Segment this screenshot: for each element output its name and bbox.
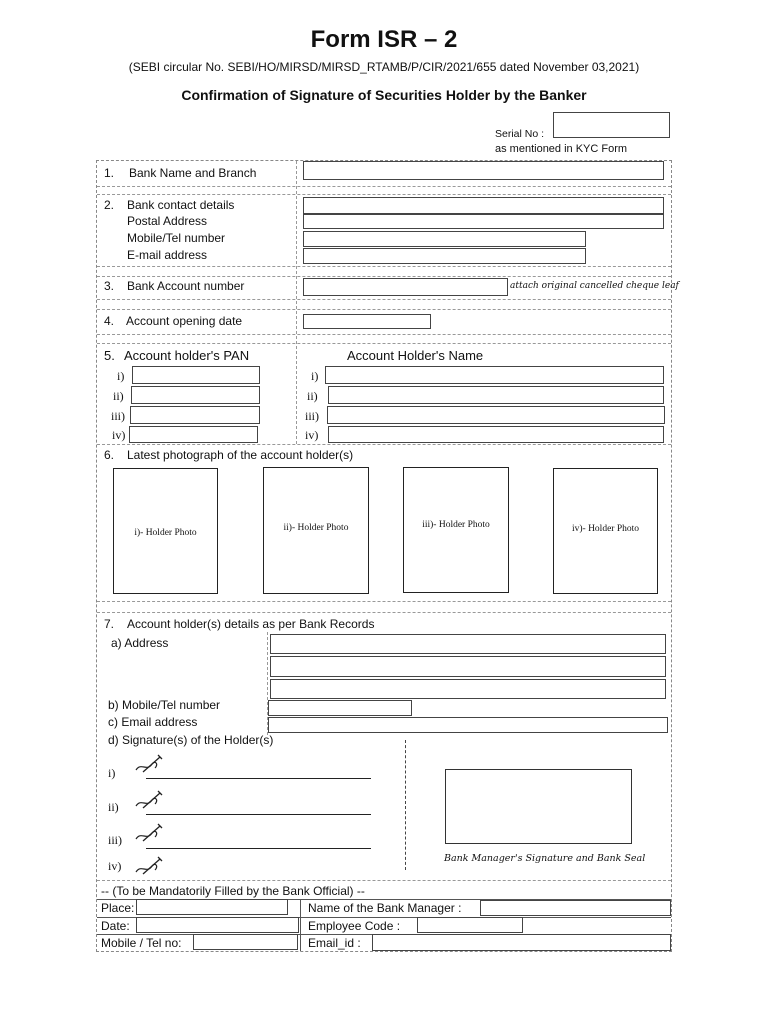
holder-email-field[interactable] bbox=[268, 717, 668, 733]
sig-roman-4: iv) bbox=[108, 859, 122, 873]
row-divider bbox=[97, 612, 671, 613]
section4-number: 4. bbox=[104, 314, 115, 328]
date-field[interactable] bbox=[136, 917, 299, 933]
section5-number: 5. bbox=[104, 348, 115, 363]
pan-roman-4: iv) bbox=[112, 428, 126, 442]
postal-address-label: Postal Address bbox=[127, 214, 208, 228]
cheque-leaf-note: attach original cancelled cheque leaf bbox=[510, 281, 679, 291]
section3-label: Bank Account number bbox=[127, 279, 245, 293]
name-roman-1: i) bbox=[311, 369, 319, 383]
employee-code-field[interactable] bbox=[417, 917, 523, 933]
official-mobile-field[interactable] bbox=[193, 934, 298, 950]
name-roman-4: iv) bbox=[305, 428, 319, 442]
holder-name-field-4[interactable] bbox=[328, 426, 664, 443]
holder-photo-box-3[interactable] bbox=[403, 467, 509, 593]
row-divider bbox=[97, 309, 671, 310]
name-roman-2: ii) bbox=[307, 389, 318, 403]
bank-email-label: E-mail address bbox=[127, 248, 208, 262]
serial-label: Serial No : bbox=[495, 128, 545, 140]
holder-name-field-3[interactable] bbox=[327, 406, 665, 424]
bank-mobile-label: Mobile/Tel number bbox=[127, 231, 226, 245]
holder-mobile-label: b) Mobile/Tel number bbox=[108, 698, 221, 712]
signature-line-2[interactable] bbox=[146, 814, 371, 815]
row-divider bbox=[97, 880, 671, 881]
pen-signature-icon bbox=[133, 788, 163, 812]
pen-signature-icon bbox=[133, 821, 163, 845]
manager-signature-label: Bank Manager's Signature and Bank Seal bbox=[444, 853, 646, 864]
pen-signature-icon bbox=[133, 854, 163, 878]
section7-label: Account holder(s) details as per Bank Records bbox=[127, 617, 375, 631]
holder-name-field-2[interactable] bbox=[328, 386, 664, 404]
form-title: Form ISR – 2 bbox=[310, 26, 458, 53]
official-email-label: Email_id : bbox=[308, 936, 361, 950]
holder-name-heading: Account Holder's Name bbox=[347, 348, 484, 363]
section2-label: Bank contact details bbox=[127, 198, 235, 212]
official-email-field[interactable] bbox=[372, 934, 671, 951]
holder-photo-label-3: iii)- Holder Photo bbox=[422, 520, 490, 530]
employee-code-label: Employee Code : bbox=[308, 919, 401, 933]
name-roman-3: iii) bbox=[305, 409, 319, 423]
row-divider bbox=[97, 194, 671, 195]
date-label: Date: bbox=[101, 919, 130, 933]
circular-reference: (SEBI circular No. SEBI/HO/MIRSD/MIRSD_RTAMB/P/CIR/2021/655 dated November 03,2021) bbox=[128, 60, 640, 74]
sig-roman-3: iii) bbox=[108, 833, 122, 847]
row-divider bbox=[97, 266, 671, 267]
holder-photo-box-1[interactable] bbox=[113, 468, 218, 594]
form-heading: Confirmation of Signature of Securities Holder by the Banker bbox=[181, 87, 587, 103]
holder-mobile-field[interactable] bbox=[268, 700, 412, 716]
bank-mobile-field[interactable] bbox=[303, 231, 586, 247]
section1-label: Bank Name and Branch bbox=[129, 166, 257, 180]
holder-address-field-2[interactable] bbox=[270, 656, 666, 677]
holder-email-label: c) Email address bbox=[108, 715, 198, 729]
account-opening-date-field[interactable] bbox=[303, 314, 431, 329]
pen-signature-icon bbox=[133, 752, 163, 776]
sig-roman-1: i) bbox=[108, 766, 116, 780]
bank-seal-box[interactable] bbox=[445, 769, 632, 844]
holder-name-field-1[interactable] bbox=[325, 366, 664, 384]
bank-official-heading: -- (To be Mandatorily Filled by the Bank Official) -- bbox=[101, 884, 365, 898]
holder-photo-box-2[interactable] bbox=[263, 467, 369, 594]
signature-divider bbox=[405, 740, 406, 870]
row-divider bbox=[97, 276, 671, 277]
holder-photo-label-2: ii)- Holder Photo bbox=[283, 522, 349, 533]
section2-number: 2. bbox=[104, 198, 115, 212]
holder-signature-label: d) Signature(s) of the Holder(s) bbox=[108, 733, 274, 747]
pan-field-1[interactable] bbox=[132, 366, 260, 384]
postal-address-field-1[interactable] bbox=[303, 197, 664, 214]
signature-line-3[interactable] bbox=[146, 848, 371, 849]
holder-photo-label-1: i)- Holder Photo bbox=[134, 528, 197, 538]
serial-number-field[interactable] bbox=[553, 112, 670, 138]
holder-photo-label-4: iv)- Holder Photo bbox=[571, 524, 640, 534]
section3-number: 3. bbox=[104, 279, 115, 293]
section6-label: Latest photograph of the account holder(s) bbox=[127, 448, 354, 462]
signature-line-1[interactable] bbox=[146, 778, 371, 779]
section4-label: Account opening date bbox=[126, 314, 243, 328]
bank-account-number-field[interactable] bbox=[303, 278, 508, 296]
holder-photo-box-4[interactable] bbox=[553, 468, 658, 594]
pan-heading: Account holder's PAN bbox=[124, 348, 250, 363]
row-divider bbox=[97, 343, 671, 344]
official-mobile-label: Mobile / Tel no: bbox=[101, 936, 182, 950]
holder-address-field-1[interactable] bbox=[270, 634, 666, 654]
bank-email-field[interactable] bbox=[303, 248, 586, 264]
manager-name-label: Name of the Bank Manager : bbox=[308, 901, 462, 915]
pan-roman-2: ii) bbox=[113, 389, 124, 403]
place-label: Place: bbox=[101, 901, 135, 915]
row-divider bbox=[97, 601, 671, 602]
sig-roman-2: ii) bbox=[108, 800, 119, 814]
section6-number: 6. bbox=[104, 448, 115, 462]
serial-note: as mentioned in KYC Form bbox=[495, 143, 628, 155]
column-divider bbox=[296, 161, 297, 444]
row-divider bbox=[97, 444, 671, 445]
place-field[interactable] bbox=[136, 899, 288, 915]
pan-roman-3: iii) bbox=[111, 409, 125, 423]
pan-roman-1: i) bbox=[117, 369, 125, 383]
manager-name-field[interactable] bbox=[480, 900, 671, 916]
official-column-divider bbox=[300, 899, 301, 951]
section7-number: 7. bbox=[104, 617, 115, 631]
row-divider bbox=[97, 334, 671, 335]
bank-name-branch-field[interactable] bbox=[303, 161, 664, 180]
section1-number: 1. bbox=[104, 166, 115, 180]
postal-address-field-2[interactable] bbox=[303, 214, 664, 229]
holder-address-field-3[interactable] bbox=[270, 679, 666, 699]
row-divider bbox=[97, 299, 671, 300]
pan-field-2[interactable] bbox=[131, 386, 260, 404]
pan-field-4[interactable] bbox=[129, 426, 258, 443]
holder-address-label: a) Address bbox=[111, 636, 169, 650]
pan-field-3[interactable] bbox=[130, 406, 260, 424]
row-divider bbox=[97, 186, 671, 187]
